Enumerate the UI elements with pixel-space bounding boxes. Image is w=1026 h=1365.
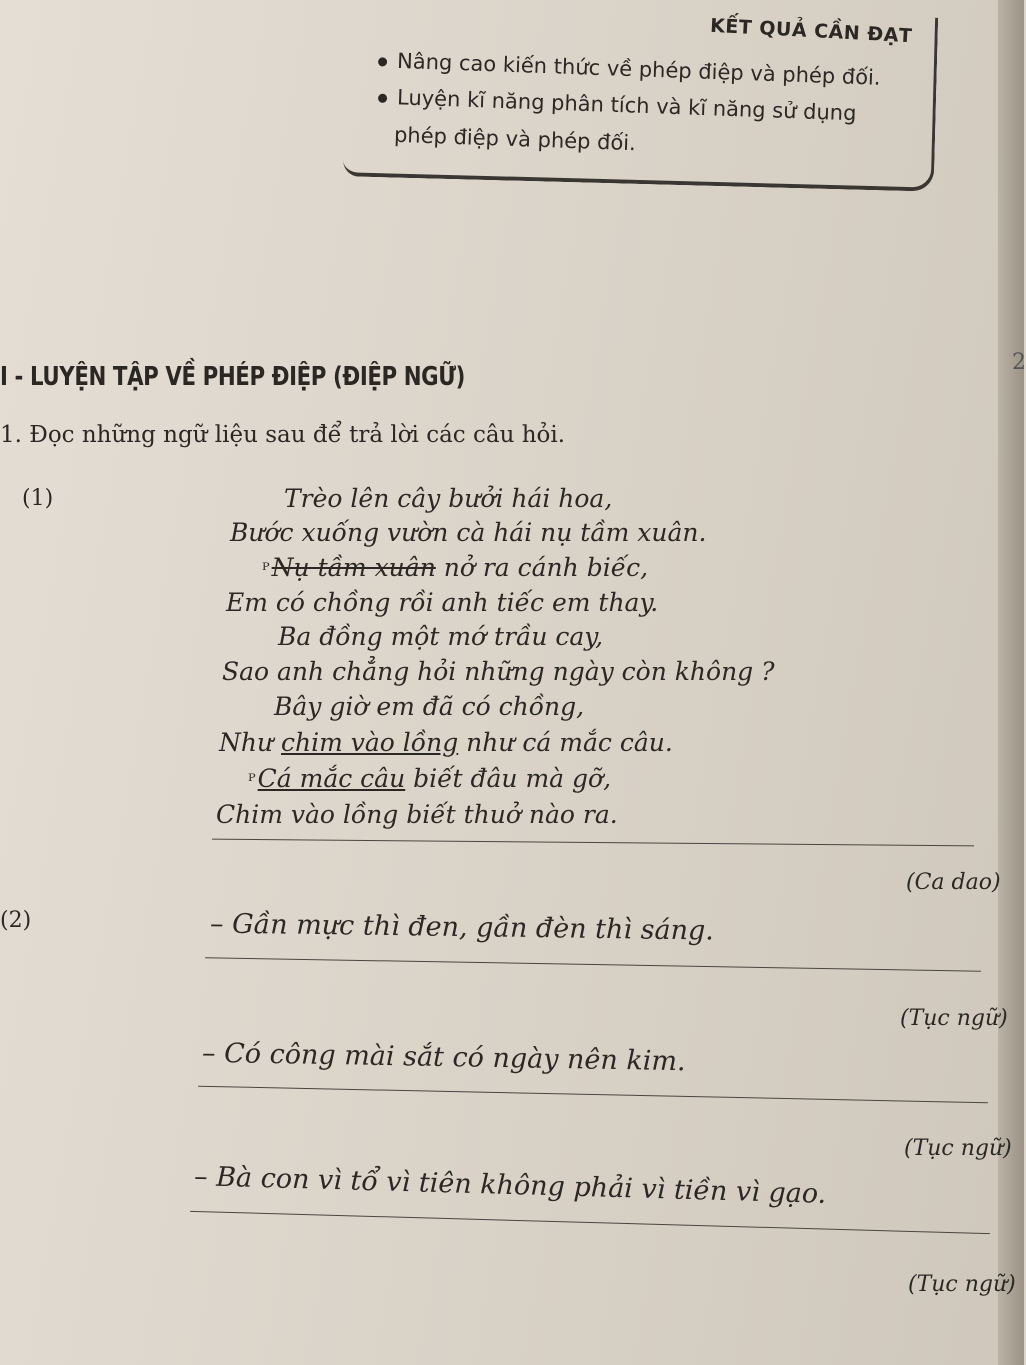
part-1-label: (1) xyxy=(22,486,54,511)
poem-line: Trèo lên cây bưởi hái hoa, xyxy=(284,484,613,513)
source-label: (Tục ngữ) xyxy=(900,1006,1008,1031)
poem-line: Chim vào lồng biết thuở nào ra. xyxy=(216,800,618,829)
poem-line: Sao anh chẳng hỏi những ngày còn không ? xyxy=(222,657,775,686)
source-label: (Tục ngữ) xyxy=(908,1272,1016,1297)
bullet-icon xyxy=(378,57,387,66)
edge-mark: 2 xyxy=(1012,350,1026,375)
underlined-phrase: Cá mắc câu xyxy=(257,764,406,793)
struck-phrase: Nụ tầm xuân xyxy=(271,553,436,582)
source-label: (Ca dao) xyxy=(906,870,1001,895)
goal-item: Nâng cao kiến thức về phép điệp và phép đối. xyxy=(378,43,882,95)
caret-mark-icon: ᴾ xyxy=(248,771,256,792)
bullet-icon xyxy=(378,93,387,102)
poem-line: ᴾNụ tầm xuân nở ra cánh biếc, xyxy=(262,553,649,582)
proverb-line: – Bà con vì tổ vì tiên không phải vì tiền vì gạo. xyxy=(193,1161,827,1210)
caret-mark-icon: ᴾ xyxy=(262,560,270,581)
poem-line: Em có chồng rồi anh tiếc em thay. xyxy=(226,588,659,617)
proverb-line: – Gần mực thì đen, gần đèn thì sáng. xyxy=(209,908,715,947)
goal-item: Luyện kĩ năng phân tích và kĩ năng sử dụng xyxy=(378,80,857,131)
instruction: 1. Đọc những ngữ liệu sau để trả lời các câu hỏi. xyxy=(0,422,566,448)
poem-line: Như chim vào lồng như cá mắc câu. xyxy=(219,728,673,757)
goals-title: KẾT QUẢ CẦN ĐẠT xyxy=(709,14,913,48)
section-title: I - LUYỆN TẬP VỀ PHÉP ĐIỆP (ĐIỆP NGỮ) xyxy=(0,362,465,392)
poem-line: Bây giờ em đã có chồng, xyxy=(274,692,585,721)
underlined-phrase: chim vào lồng xyxy=(281,728,459,757)
source-label: (Tục ngữ) xyxy=(904,1136,1012,1161)
proverb-line: – Có công mài sắt có ngày nên kim. xyxy=(201,1037,686,1078)
poem-line: ᴾCá mắc câu biết đâu mà gỡ, xyxy=(248,764,612,793)
part-2-label: (2) xyxy=(0,908,32,933)
poem-line: Bước xuống vườn cà hái nụ tầm xuân. xyxy=(230,518,707,547)
poem-line: Ba đồng một mớ trầu cay, xyxy=(278,622,604,651)
goal-item-continuation: phép điệp và phép đối. xyxy=(393,122,637,156)
